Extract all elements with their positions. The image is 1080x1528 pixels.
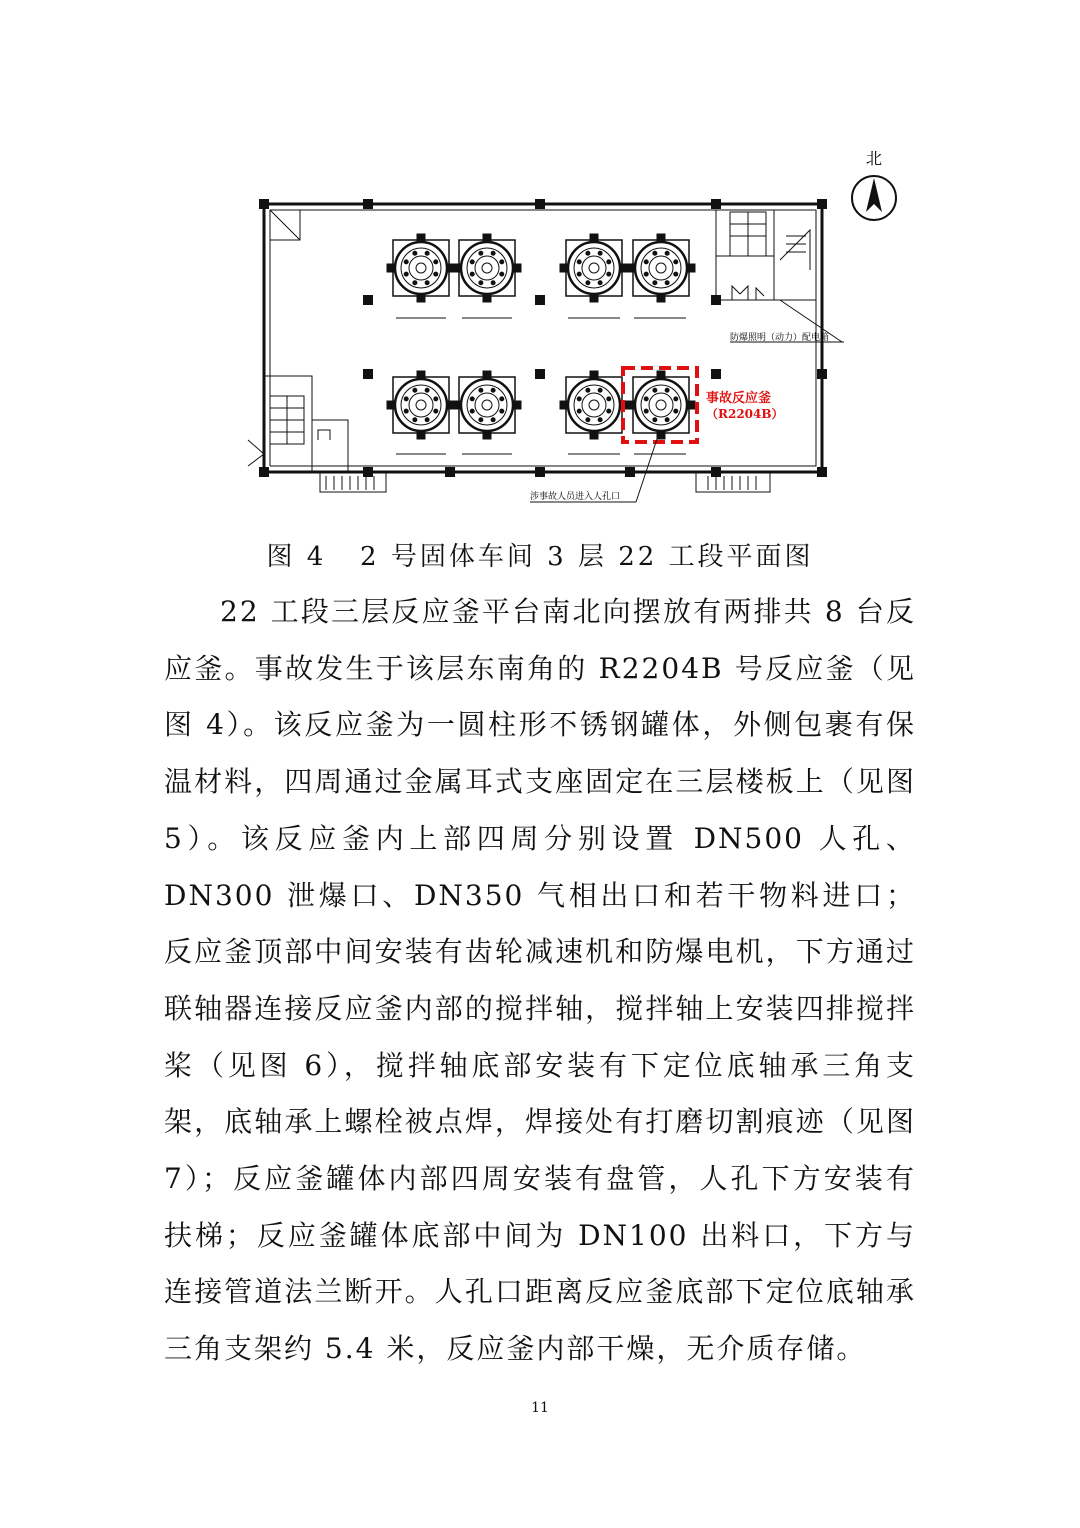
structural-column	[711, 199, 721, 209]
reactor-icon	[453, 371, 521, 439]
figure-title: 2 号固体车间 3 层 22 工段平面图	[360, 542, 814, 572]
corner-room-nw	[270, 210, 300, 240]
structural-column	[445, 467, 455, 477]
structural-column	[625, 467, 635, 477]
structural-column	[817, 199, 827, 209]
floor-plan-drawing	[240, 140, 883, 520]
reactor-icon	[627, 234, 695, 302]
lighting-box-label: 防爆照明（动力）配电箱	[730, 333, 830, 343]
reactor-icon	[627, 371, 695, 439]
body-paragraph: 22 工段三层反应釜平台南北向摆放有两排共 8 台反应釜。事故发生于该层东南角的 R2204B 号反应釜（见图 4）。该反应釜为一圆柱形不锈钢罐体，外侧包裹有保温材料，四周通过金属耳式支座固定在三层楼板上（见图 5）。该反应釜内上部四周分别设置 DN500 人孔、DN300 泄爆口、DN350 气相出口和若干物料进口；反应釜顶部中间安装有齿轮减速机和防爆电机，下方通过联轴器连接反应釜内部的搅拌轴，搅拌轴上安装四排搅拌桨（见图 6），搅拌轴底部安装有下定位底轴承三角支架，底轴承上螺栓被点焊，焊接处有打磨切割痕迹（见图 7）；反应釜罐体内部四周安装有盘管，人孔下方安装有扶梯；反应釜罐体底部中间为 DN100 出料口，下方与连接管道法兰断开。人孔口距离反应釜底部下定位底轴承三角支架约 5.4 米，反应釜内部干燥，无介质存储。	[164, 595, 916, 1366]
accident-reactor-label: 事故反应釜	[706, 391, 772, 406]
figure-number: 图 4	[266, 542, 327, 572]
reactor-icon	[453, 234, 521, 302]
page-number: 11	[531, 1400, 549, 1416]
reactor-icon	[560, 234, 628, 302]
manhole-label: 涉事故人员进入人孔口	[530, 492, 621, 502]
structural-column	[259, 199, 269, 209]
stair-room-ne	[716, 210, 816, 300]
reactor-icon	[387, 234, 455, 302]
structural-column	[535, 467, 545, 477]
reactor-icon	[387, 371, 455, 439]
body-text	[164, 584, 916, 1378]
floor-plan-figure	[240, 140, 883, 520]
structural-column	[363, 369, 373, 379]
structural-column	[535, 369, 545, 379]
structural-column	[363, 199, 373, 209]
accident-reactor-id-label: （R2204B）	[706, 407, 784, 421]
structural-column	[817, 369, 827, 379]
reactor-icon	[560, 371, 628, 439]
structural-column	[817, 467, 827, 477]
structural-column	[535, 295, 545, 305]
figure-caption	[0, 536, 1080, 573]
north-label: 北	[866, 149, 883, 168]
structural-column	[535, 199, 545, 209]
north-arrow-icon	[852, 176, 896, 220]
structural-column	[711, 369, 721, 379]
reactor-grid	[387, 234, 695, 439]
structural-column	[363, 295, 373, 305]
